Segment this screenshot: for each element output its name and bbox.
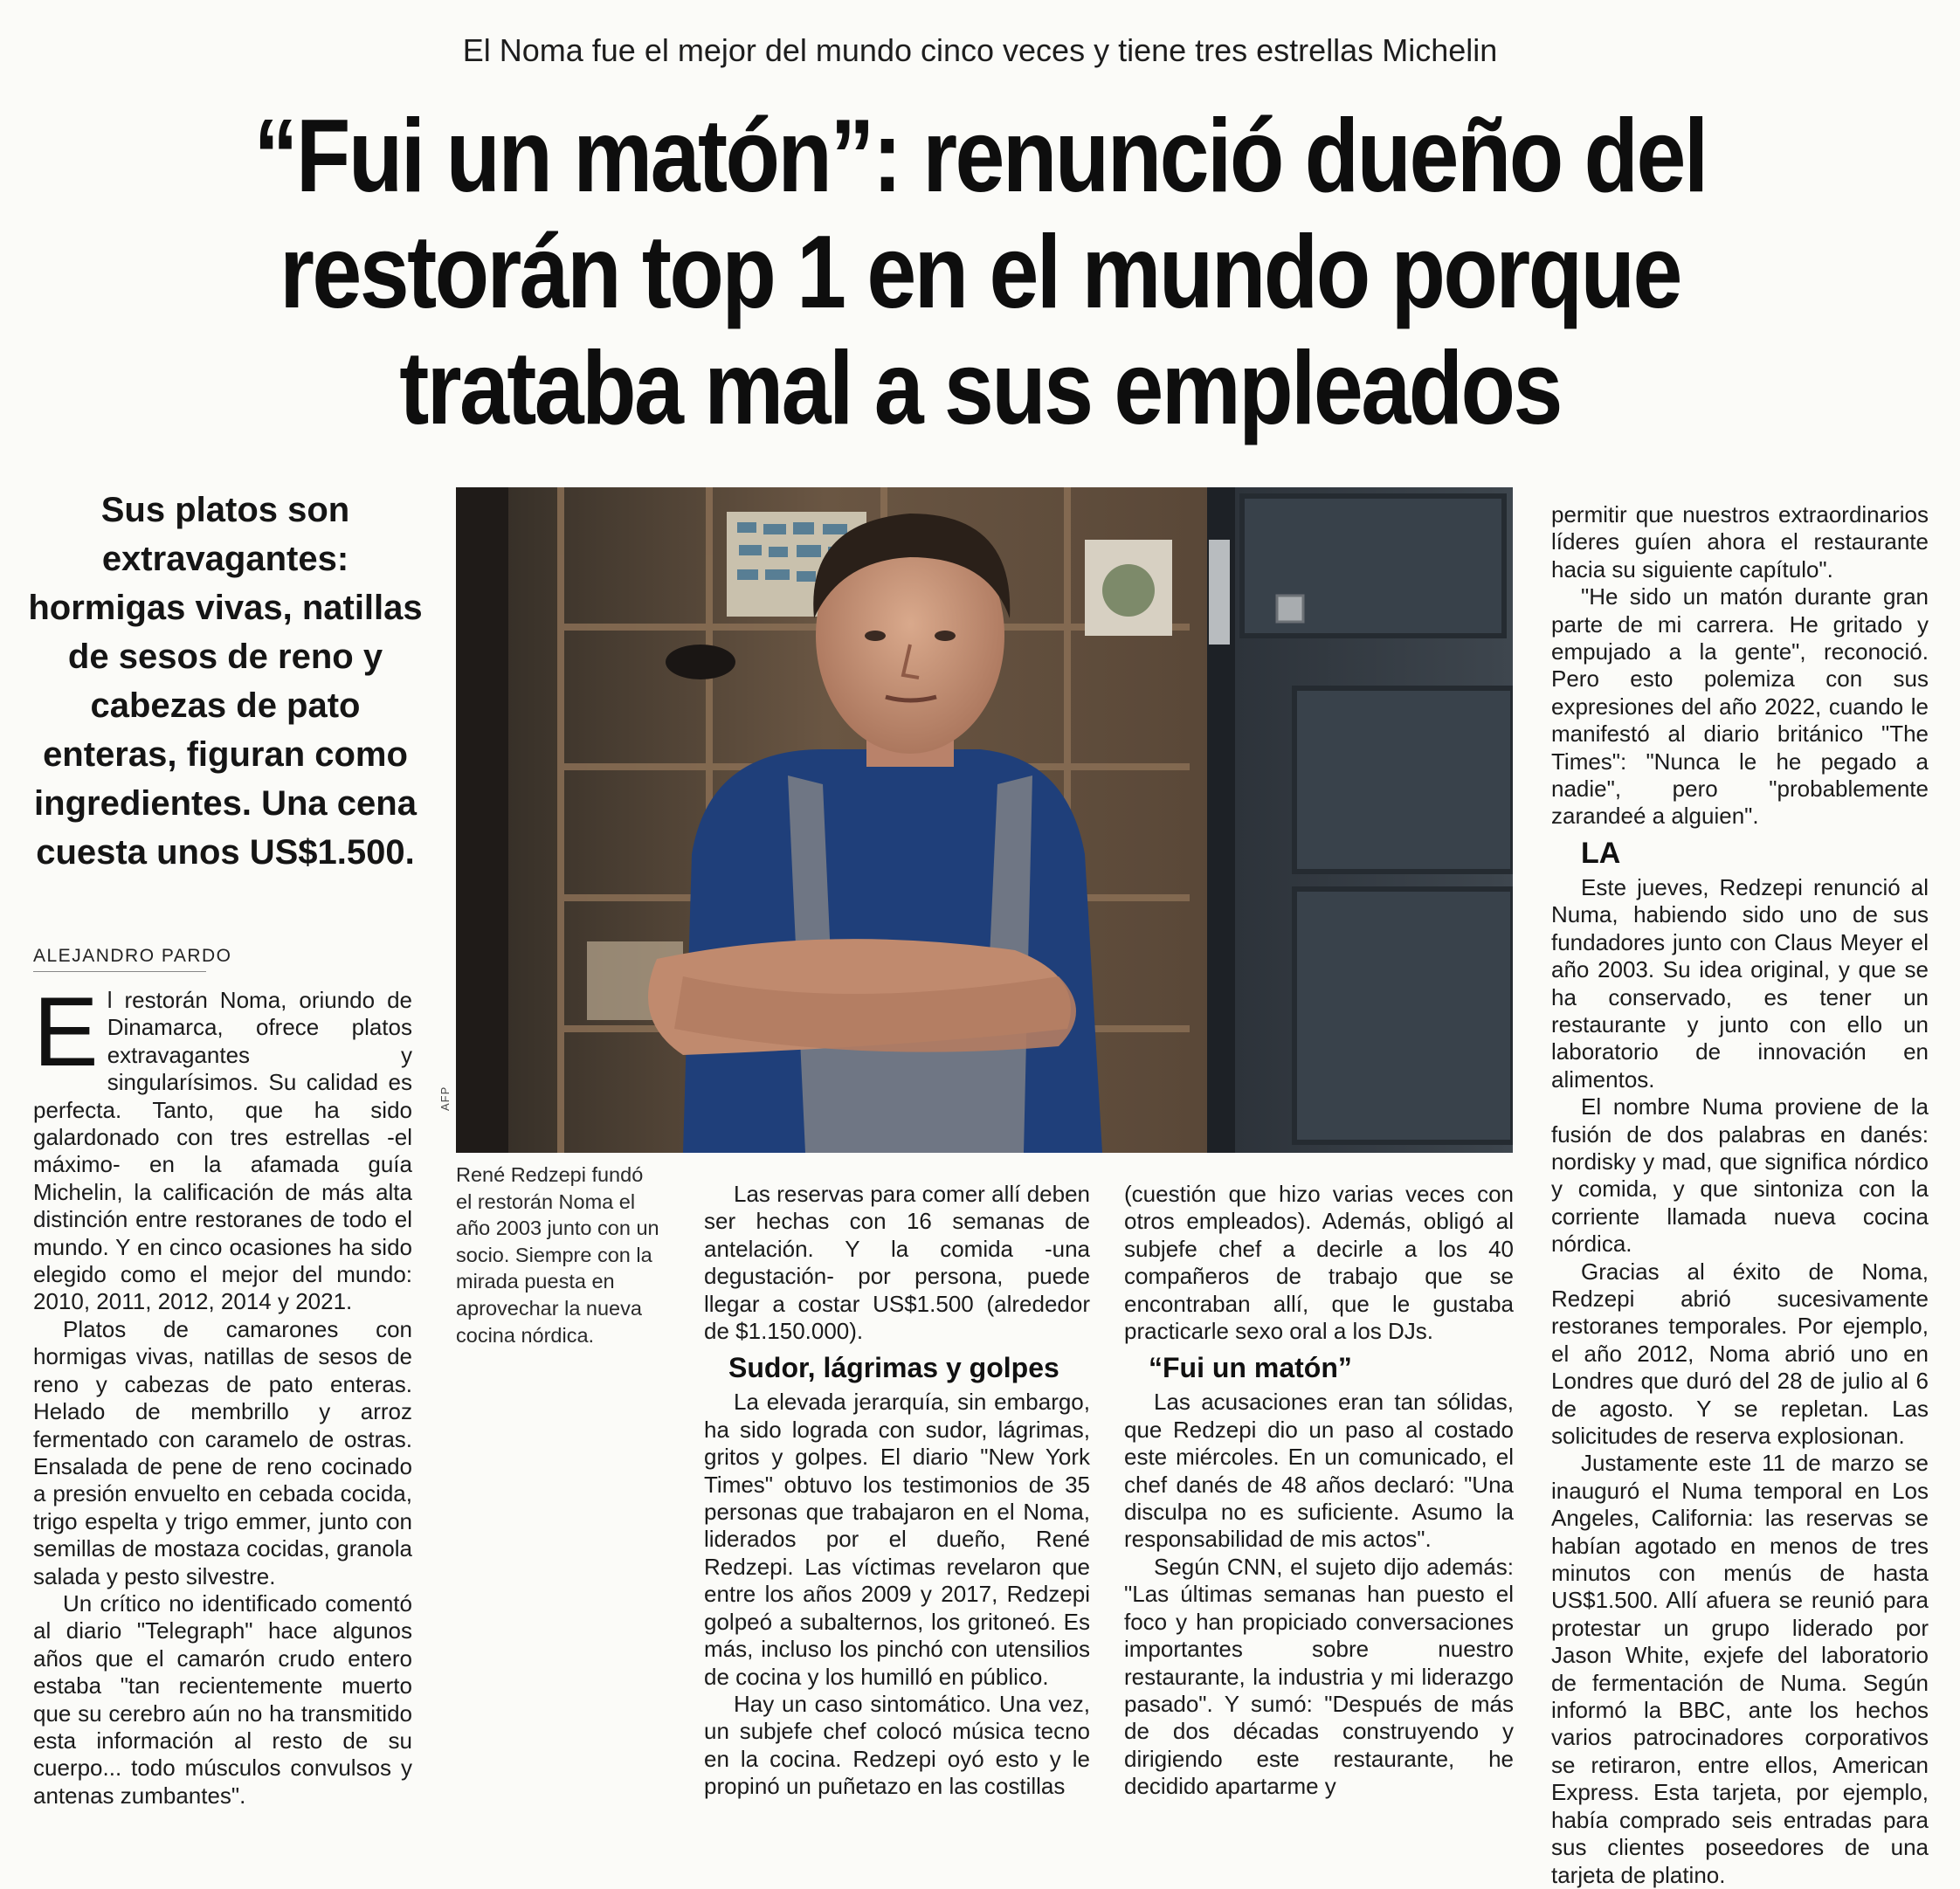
paragraph-12: Este jueves, Redzepi renunció al Numa, habiendo sido uno de sus fundadores junto con Claus Meyer el año 2003. Su idea original, y que se ha conservado, es tener un restaurante y junto con ello un laboratorio de innovación en alimentos. <box>1551 873 1929 1093</box>
paragraph-7: (cuestión que hizo varias veces con otros empleados). Además, obligó al subjefe chef a decirle a los 40 compañeros de trabajo que se encontraban allí, que le gustaba practicarle sexo oral a los DJs. <box>1124 1181 1514 1345</box>
paragraph-14: Gracias al éxito de Noma, Redzepi abrió sucesivamente restoranes temporales. Por ejemplo, el año 2012, Noma abrió uno en Londres que duró del 28 de julio al 6 de agosto. Y se repletan. Las solicitudes de reserva explosionan. <box>1551 1258 1929 1449</box>
byline-rule <box>33 971 206 972</box>
paragraph-1 <box>33 977 412 1316</box>
byline: ALEJANDRO PARDO <box>33 946 232 966</box>
subhead-fui-un-maton: “Fui un matón” <box>1149 1352 1352 1384</box>
article-column-1 <box>33 977 412 1810</box>
paragraph-3: Un crítico no identificado comentó al diario "Telegraph" hace algunos años que el camarón crudo entero estaba "tan recientemente muerto que su cerebro aún no ha transmitido esta información al resto de su cuerpo... todo músculos convulsos y antenas zumbantes". <box>33 1589 412 1809</box>
paragraph-2: Platos de camarones con hormigas vivas, natillas de sesos de reno y cabezas de pato enteras. Helado de membrillo y arroz fermentado con caramelo de ostras. Ensalada de pene de reno cocinado a presión envuelto en cebada cocida, trigo espelta y trigo emmer, junto con semillas de mostaza cocidas, granola salada y pesto silvestre. <box>33 1315 412 1589</box>
article-column-5 <box>1551 501 1929 1889</box>
subhead-la: LA <box>1581 836 1621 870</box>
photo-caption: René Redzepi fundó el restorán Noma el año 2003 junto con un socio. Siempre con la mirada puesta en aprovechar la nueva cocina nórdica. <box>456 1163 659 1347</box>
headline <box>183 98 1778 446</box>
headline-line-2: restorán top 1 en el mundo porque <box>280 214 1680 330</box>
paragraph-5: La elevada jerarquía, sin embargo, ha sido lograda con sudor, lágrimas, gritos y golpes. El diario "New York Times" obtuvo los testimonios de 35 personas que trabajaron en el Noma, liderados por el dueño, René Redzepi. Las víctimas revelaron que entre los años 2009 y 2017, Redzepi golpeó a subalternos, los gritoneó. Es más, incluso los pinchó con utensilios de cocina y los humilló en público. <box>704 1389 1090 1690</box>
article-column-3 <box>704 1181 1090 1801</box>
paragraph-1-text: l restorán Noma, oriundo de Dinamarca, ofrece platos extravagantes y singularísimos. Su calidad es perfecta. Tanto, que ha sido galardonado con tres estrellas -el máximo- en la afamada guía Michelin, la calificación de más alta distinción entre restoranes de todo el mundo. Y en cinco ocasiones ha sido elegido como el mejor del mundo: 2010, 2011, 2012, 2014 y 2021. <box>33 987 412 1315</box>
paragraph-11: "He sido un matón durante gran parte de mi carrera. He gritado y empujado a la gente", reconoció. Pero esto polemiza con sus expresiones del año 2022, cuando le manifestó al diario británico "The Times": "Nunca le he pegado a nadie", pero "probablemente zarandeé a alguien". <box>1551 583 1929 830</box>
photo-credit: AFP <box>438 1086 452 1111</box>
paragraph-4: Las reservas para comer allí deben ser hechas con 16 semanas de antelación. Y la comida -una degustación- por persona, puede llegar a costar US$1.500 (alrededor de $1.150.000). <box>704 1181 1090 1345</box>
article-column-4 <box>1124 1181 1514 1801</box>
paragraph-13: El nombre Numa proviene de la fusión de dos palabras en danés: nordisky y mad, que significa nórdico y comida, y que sintoniza con la corriente llamada nueva cocina nórdica. <box>1551 1093 1929 1258</box>
paragraph-8: Las acusaciones eran tan sólidas, que Redzepi dio un paso al costado este miércoles. En un comunicado, el chef danés de 48 años declaró: "Una disculpa no es suficiente. Asumo la responsabilidad de mis actos". <box>1124 1389 1514 1553</box>
paragraph-6: Hay un caso sintomático. Una vez, un subjefe chef colocó música tecno en la cocina. Redzepi oyó esto y le propinó un puñetazo en las costillas <box>704 1690 1090 1800</box>
kicker: El Noma fue el mejor del mundo cinco veces y tiene tres estrellas Michelin <box>462 32 1498 68</box>
subdeck: Sus platos son extravagantes: hormigas vivas, natillas de sesos de reno y cabezas de pato enteras, figuran como ingredientes. Una cena cuesta unos US$1.500. <box>28 491 423 872</box>
paragraph-10: permitir que nuestros extraordinarios líderes guíen ahora el restaurante hacia su siguiente capítulo". <box>1551 501 1929 583</box>
drop-cap: E <box>33 977 99 1086</box>
headline-line-3: trataba mal a sus empleados <box>399 330 1561 446</box>
chef-photo <box>456 487 1513 1153</box>
headline-line-1: “Fui un matón”: renunció dueño del <box>253 98 1707 214</box>
chef-photo-illustration <box>456 487 1513 1153</box>
paragraph-15: Justamente este 11 de marzo se inauguró el Numa temporal en Los Angeles, California: las reservas se habían agotado en menos de tres minutos con menús de hasta US$1.500. Allí afuera se reunió para protestar un grupo liderado por Jason White, exjefe del laboratorio de fermentación de Numa. Según informó la BBC, ante los hechos varios patrocinadores corporativos se retiraron, entre ellos, American Express. Esta tarjeta, por ejemplo, había comprado seis entradas para sus clientes poseedores de una tarjeta de platino. <box>1551 1450 1929 1888</box>
paragraph-9: Según CNN, el sujeto dijo además: "Las últimas semanas han puesto el foco y han propiciado conversaciones importantes sobre nuestro restaurante, la industria y mi liderazgo pasado". Y sumó: "Después de más de dos décadas construyendo y dirigiendo este restaurante, he decidido apartarme y <box>1124 1553 1514 1800</box>
subhead-sudor: Sudor, lágrimas y golpes <box>728 1352 1059 1384</box>
